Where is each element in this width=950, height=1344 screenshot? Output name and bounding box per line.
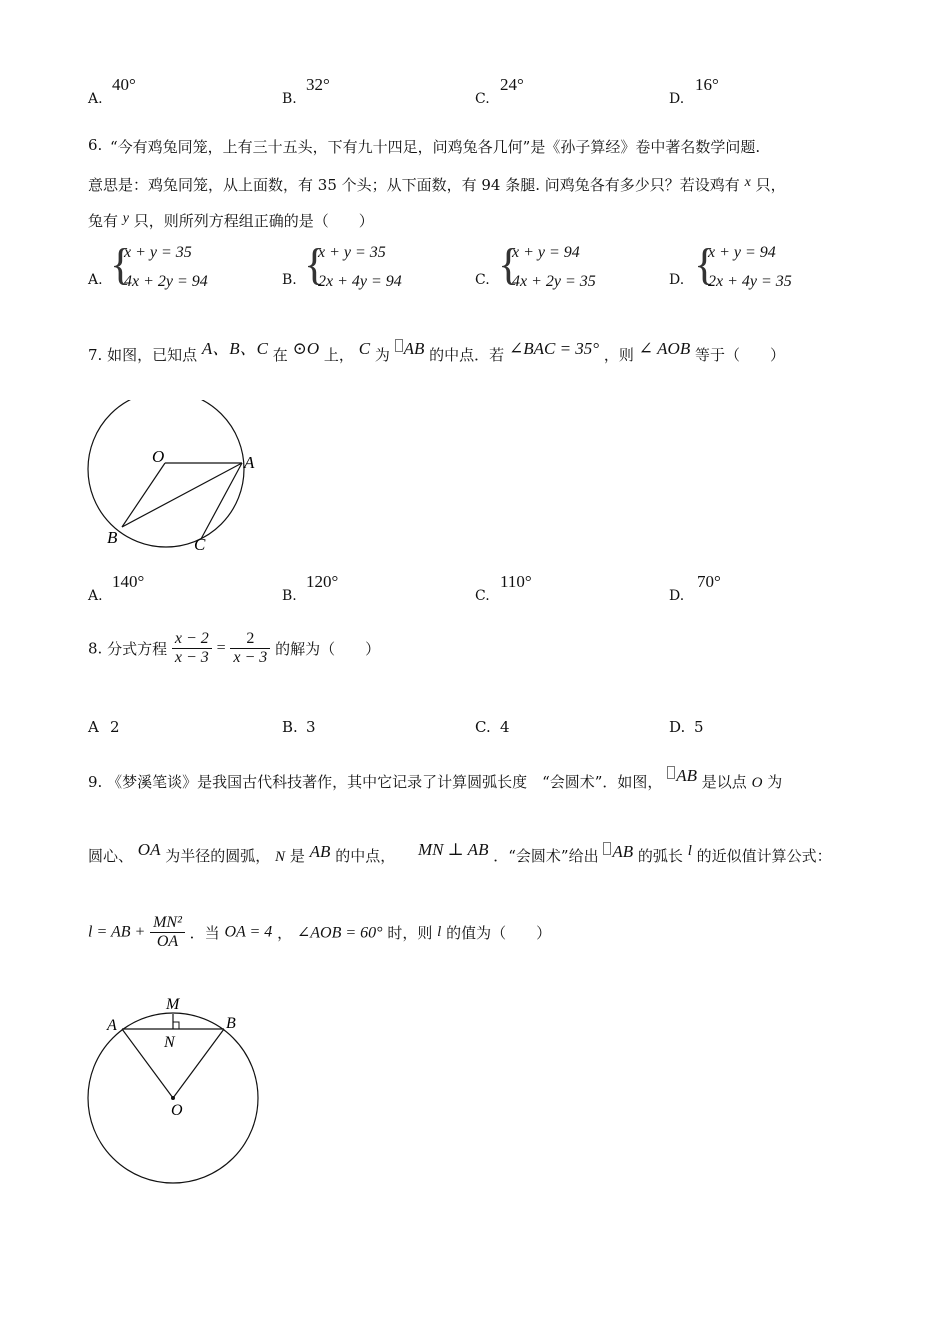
q7-arc-ab (395, 339, 425, 359)
q5-option-a-letter: A. (88, 91, 103, 107)
q6-option-a-eq1: x + y = 35 (124, 244, 192, 261)
q6-option-c-brace: { (498, 240, 520, 289)
q5-option-c-value: 24° (500, 75, 524, 94)
q7-option-c-value: 110° (500, 572, 532, 591)
q8-text-1: 分式方程 (107, 640, 168, 658)
q6-option-d-eq2: 2x + 4y = 35 (708, 273, 792, 290)
q9-label-o: O (171, 1102, 183, 1119)
q8-option-b-letter: B. (282, 718, 298, 736)
q6-option-d-letter: D. (669, 272, 685, 288)
q6-option-b-letter: B. (282, 272, 297, 288)
q9-label-a: A (107, 1017, 117, 1034)
q6-line3-text-a: 兔有 (88, 212, 119, 230)
q7-angle-given: ∠BAC = 35° (508, 339, 600, 358)
q8-option-d-value: 5 (694, 718, 704, 736)
q9-text-6: 是 (289, 847, 305, 865)
q9-line3 (88, 914, 551, 951)
q5-option-d-letter: D. (669, 91, 685, 107)
q9-line1 (88, 766, 782, 792)
q7-option-b-letter: B. (282, 588, 297, 604)
q8-option-c-value: 4 (500, 718, 510, 736)
q8-denominator-right: x − 3 (233, 649, 268, 666)
q9-number: 9. (88, 773, 103, 791)
q8-stem (88, 630, 380, 667)
q9-arc-ab (667, 766, 697, 786)
q7-label-o: O (152, 447, 165, 466)
q9-formula-lhs: l = AB + (88, 923, 146, 941)
q7-text-5: 的中点．若 (429, 346, 505, 364)
q9-text-1: 《梦溪笔谈》是我国古代科技著作，其中它记录了计算圆弧长度 “会圆术”．如图， (107, 773, 663, 791)
q9-line2 (88, 840, 832, 866)
q9-formula-denominator: OA (156, 933, 179, 950)
q9-text-13: 时，则 (387, 924, 433, 942)
q6-option-d-brace: { (694, 240, 716, 289)
q9-condition-2: ∠AOB = 60° (296, 924, 383, 942)
q6-line3-text-b: 只，则所列方程组正确的是（ ） (133, 212, 374, 230)
q6-option-a-brace: { (110, 240, 132, 289)
q8-option-a-letter: A (88, 718, 99, 736)
q8-option-a-value: 2 (110, 718, 120, 736)
q8-fraction-right (230, 630, 270, 667)
q6-line3 (88, 210, 374, 231)
arc-symbol-icon (667, 766, 675, 779)
q7-text-3: 上， (323, 346, 354, 364)
q6-number: 6. (88, 136, 103, 154)
q7-text-4: 为 (374, 346, 390, 364)
q7-circle: ⊙O (292, 339, 320, 358)
q5-option-c-letter: C. (475, 91, 490, 107)
q8-option-c-letter: C. (475, 718, 491, 736)
q8-option-d-letter: D. (669, 718, 686, 736)
q9-right-angle-mark (173, 1022, 179, 1029)
q8-fraction-left (172, 630, 212, 667)
q6-var-y: y (122, 211, 130, 226)
q6-option-b-eq1: x + y = 35 (318, 244, 386, 261)
q9-figure (80, 990, 270, 1190)
q9-perp: MN ⊥ AB (418, 840, 489, 859)
q9-text-7: 的中点， (335, 847, 396, 865)
q9-text-10: 的近似值计算公式： (696, 847, 832, 865)
q9-radius-oa: OA (137, 840, 161, 859)
q7-label-c: C (194, 535, 206, 554)
q7-text-1: 如图，已知点 (107, 346, 198, 364)
q6-option-a-eq2: 4x + 2y = 94 (124, 273, 208, 290)
q9-label-b: B (226, 1015, 236, 1032)
arc-symbol-icon (395, 339, 403, 352)
q7-points: A、B、C (201, 339, 268, 358)
q7-text-6: ，则 (603, 346, 634, 364)
q8-text-2: 的解为（ ） (275, 640, 381, 658)
q7-option-b-value: 120° (306, 572, 339, 591)
q8-denominator-left: x − 3 (174, 649, 209, 666)
q6-line2-text-a: 意思是：鸡兔同笼，从上面数，有 35 个头；从下面数，有 94 条腿. 问鸡兔各有多少只？若设鸡有 (88, 176, 740, 194)
q7-option-a-letter: A. (88, 588, 103, 604)
q9-text-9: 的弧长 (637, 847, 683, 865)
q7-figure (80, 400, 260, 560)
q9-label-n: N (164, 1034, 175, 1051)
q9-text-8: ．“会圆术”给出 (493, 847, 599, 865)
q7-segment-ob (122, 463, 165, 527)
q9-var-l-2: l (437, 924, 442, 940)
q7-option-a-value: 140° (112, 572, 145, 591)
q9-formula-fraction (150, 914, 185, 951)
q7-option-c-letter: C. (475, 588, 490, 604)
q9-segment-ab: AB (309, 842, 331, 861)
q9-text-14: 的值为（ ） (446, 924, 552, 942)
q7-label-a: A (244, 453, 255, 472)
q8-number: 8. (88, 639, 103, 658)
q6-option-b-brace: { (304, 240, 326, 289)
q6-line2 (88, 174, 786, 195)
q7-option-d-value: 70° (697, 572, 721, 591)
q9-text-4: 圆心、 (88, 847, 134, 865)
q7-segment-ab (122, 463, 242, 527)
q9-text-2: 是以点 (701, 773, 747, 791)
q9-arc-ab-2 (603, 842, 633, 862)
q6-option-c-eq1: x + y = 94 (512, 244, 580, 261)
q8-numerator-right: 2 (230, 630, 270, 649)
q6-option-c-letter: C. (475, 272, 490, 288)
q7-label-b: B (107, 528, 118, 547)
q8-equals: = (216, 639, 226, 657)
q8-numerator-left: x − 2 (172, 630, 212, 649)
q9-text-5: 为半径的圆弧， (165, 847, 271, 865)
q6-option-c-eq2: 4x + 2y = 35 (512, 273, 596, 290)
q5-option-a-value: 40° (112, 75, 136, 94)
q6-line1: “今有鸡兔同笼，上有三十五头，下有九十四足，问鸡兔各几何”是《孙子算经》卷中著名数学问题. (110, 138, 761, 156)
q7-option-d-letter: D. (669, 588, 685, 604)
q9-point-n: N (275, 849, 286, 865)
q7-arc-label: AB (403, 339, 425, 358)
q6-var-x: x (744, 175, 751, 190)
q7-text-7: 等于（ ） (695, 346, 786, 364)
q7-point-c: C (358, 339, 371, 358)
q9-formula-numerator: MN² (150, 914, 185, 933)
q9-point-o: O (751, 775, 763, 791)
q6-option-d-eq1: x + y = 94 (708, 244, 776, 261)
q6-option-a-letter: A. (88, 272, 103, 288)
arc-symbol-icon (603, 842, 611, 855)
q8-option-b-value: 3 (306, 718, 316, 736)
q9-arc-label-2: AB (612, 842, 634, 861)
q5-option-b-value: 32° (306, 75, 330, 94)
q7-stem (88, 334, 785, 365)
q5-option-b-letter: B. (282, 91, 297, 107)
q9-text-3: 为 (767, 773, 783, 791)
q5-option-d-value: 16° (695, 75, 719, 94)
q9-text-11: ．当 (189, 924, 220, 942)
q9-center-dot (171, 1096, 175, 1100)
q9-segment-ob-shape (173, 1029, 224, 1098)
q9-arc-label: AB (676, 766, 697, 785)
q9-condition-1: OA = 4 (224, 923, 273, 941)
q9-label-m: M (166, 996, 180, 1013)
q7-angle-ask: ∠ AOB (638, 339, 691, 358)
q7-number: 7. (88, 346, 103, 364)
q7-circle-shape (88, 400, 244, 547)
q7-text-2: 在 (272, 346, 288, 364)
q6-line2-text-b: 只， (755, 176, 786, 194)
q6-option-b-eq2: 2x + 4y = 94 (318, 273, 402, 290)
q9-text-12: ， (277, 924, 293, 942)
q9-var-l: l (687, 843, 692, 859)
